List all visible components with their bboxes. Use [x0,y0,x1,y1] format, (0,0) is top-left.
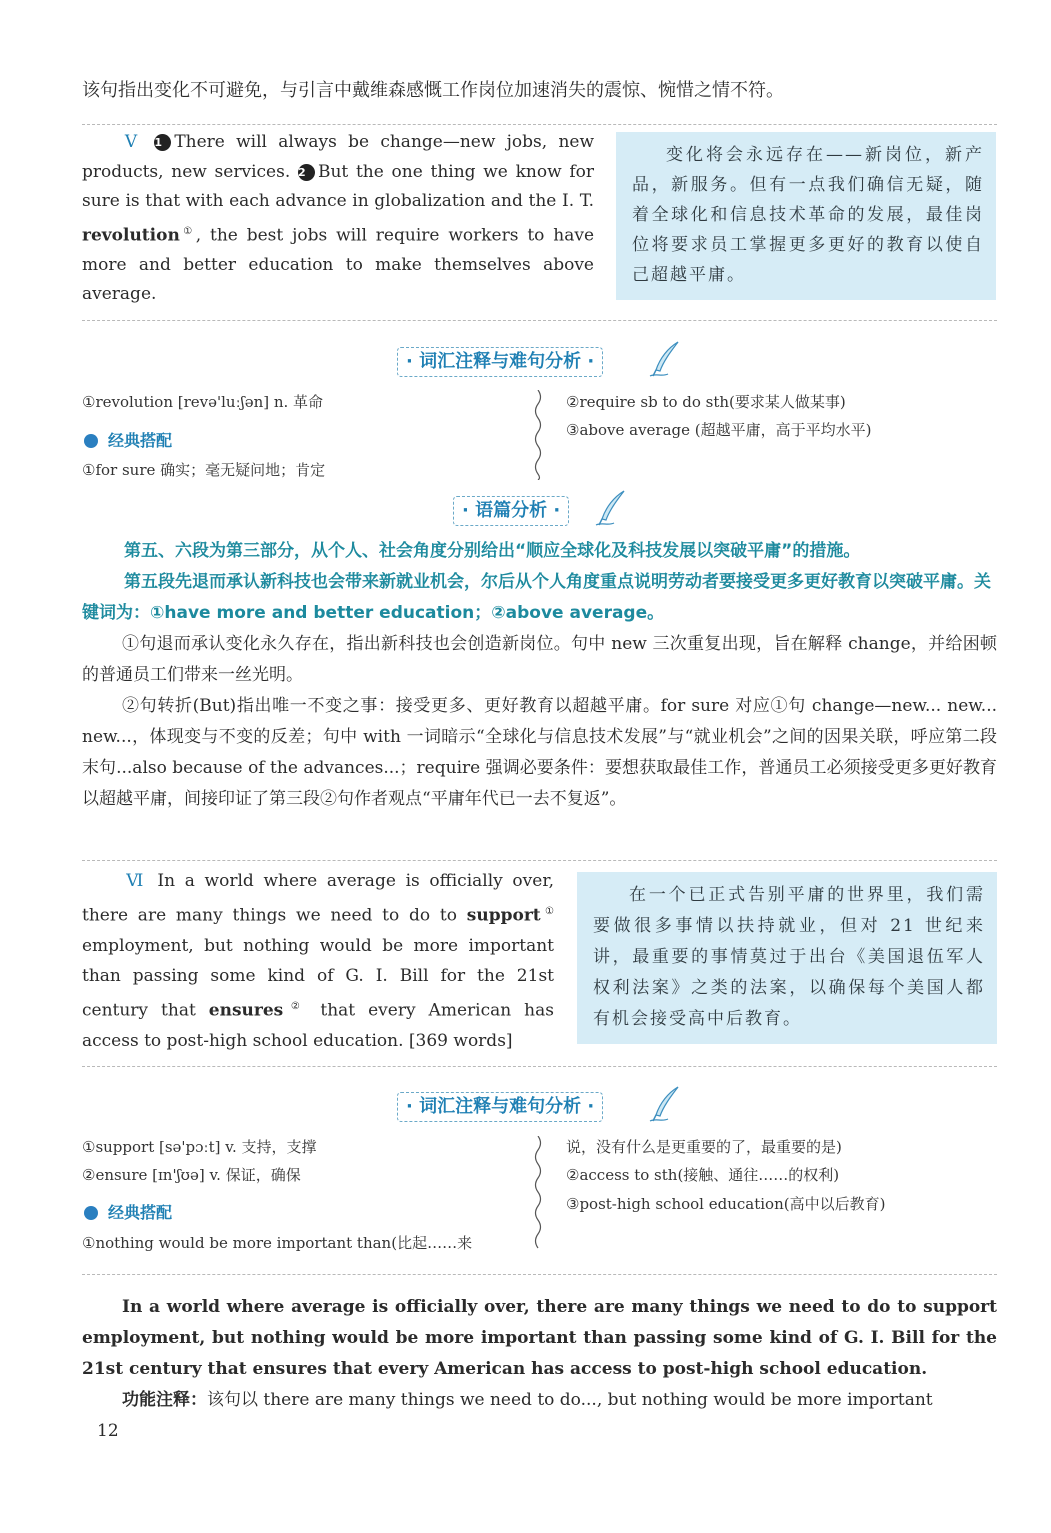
continuation-line: 该句指出变化不可避免，与引言中戴维森感慨工作岗位加速消失的震惊、惋惜之情不符。 [82,80,784,101]
keyword-ensures: ensures [208,1000,284,1021]
divider [82,1066,997,1067]
function-note-label: 功能注释： [122,1390,207,1410]
key-sentence: In a world where average is officially over, there are many things we need to do to support employment, but nothing would be more important than passing some kind of G. I. Bill for the 21st century that ensures that every American has access to post-high school education. [82,1297,997,1379]
divider [82,860,997,861]
sentence-2-part-b: , the best jobs will require workers to have more and better education to make themselves above average. [82,225,595,305]
note-ref: ① [179,225,196,237]
vocab-section-badge: · 词汇注释与难句分析 · [397,1092,603,1122]
quill-pen-icon [594,489,628,527]
collocation-label: 经典搭配 [108,431,173,450]
analysis-teal-1: 第五、六段为第三部分，从个人、社会角度分别给出“顺应全球化及科技发展以突破平庸”的措施。 [124,541,861,561]
analysis-section-badge: · 语篇分析 · [453,496,569,526]
paragraph-numeral: Ⅵ [122,871,148,891]
collocation-heading [84,428,172,451]
divider [82,1274,997,1275]
para6-text-c: that every American has access to post-high school education. [369 words] [82,1000,554,1051]
sentence-2-part-a: But the one thing we know for sure is that with each advance in globalization and the I. T. [82,161,595,211]
vocab-left-1: ①support [sə'pɔːt] v. 支持，支撑 [82,1138,317,1156]
sentence-1-marker: 1 [154,134,171,151]
divider [82,320,997,321]
squiggle-divider [532,390,544,480]
quill-pen-icon [648,340,682,378]
note-ref: ① [540,905,554,917]
paragraph-numeral: Ⅴ [119,132,144,152]
vocab-left-2: ②ensure [ɪn'ʃʊə] v. 保证，确保 [82,1166,301,1184]
vocab-left-3: ①nothing would be more important than(比起……来 [82,1234,473,1252]
bullet-dot-icon [84,1206,98,1220]
collocation-label: 经典搭配 [108,1203,173,1222]
paragraph-v-english [82,128,594,310]
divider [82,124,997,125]
function-note [82,1385,997,1416]
analysis-para-2: ②句转折(But)指出唯一不变之事：接受更多、更好教育以超越平庸。for sure 对应①句 change—new... new... new...，体现变与不变的反差；句中 with 一词暗示“全球化与信息技术发展”与“就业机会”之间的因果关联，呼应第二段末句...also because of the advances...；require 强调必要条件：要想获取最佳工作，普通员工必须接受更多更好教育以超越平庸，间接印证了第三段②句作者观点“平庸年代已一去不复返”。 [82,696,997,809]
vocab-right-3: ③post-high school education(高中以后教育) [566,1195,886,1213]
keyword-support: support [466,905,541,926]
analysis-para-1: ①句退而承认变化永久存在，指出新科技也会创造新岗位。句中 new 三次重复出现，旨在解释 change，并给困顿的普通员工们带来一丝光明。 [82,634,997,685]
para6-text-b: employment, but nothing would be more important than passing some kind of G. I. Bill for the 21st century that [82,935,554,1021]
analysis-teal-2: 第五段先退而承认新科技也会带来新就业机会，尔后从个人角度重点说明劳动者要接受更多更好教育以突破平庸。关键词为：①have more and better education；②above average。 [82,572,991,623]
vocab-right-1: ②require sb to do sth(要求某人做某事) [566,393,846,411]
bullet-dot-icon [84,434,98,448]
vocab-left-1: ①revolution [revə'luːʃən] n. 革命 [82,393,324,411]
squiggle-divider [532,1136,544,1251]
sentence-1: There will always be change—new jobs, new products, new services. [82,132,595,182]
paragraph-vi-translation: 在一个已正式告别平庸的世界里，我们需要做很多事情以扶持就业，但对 21 世纪来讲，最重要的事情莫过于出台《美国退伍军人权利法案》之类的法案，以确保每个美国人都有机会接受高中后教育。 [577,872,997,1044]
vocab-right-2: ③above average (超越平庸，高于平均水平) [566,421,872,439]
vocab-right-1: 说，没有什么是更重要的了，最重要的是) [566,1138,842,1156]
paragraph-v-translation: 变化将会永远存在——新岗位，新产品，新服务。但有一点我们确信无疑，随着全球化和信息技术革命的发展，最佳岗位将要求员工掌握更多更好的教育以使自己超越平庸。 [616,132,996,300]
para6-text-a: In a world where average is officially over, there are many things we need to do to [82,871,554,926]
page-number: 12 [97,1421,119,1441]
paragraph-vi-english [82,866,554,1056]
vocab-section-badge: · 词汇注释与难句分析 · [397,347,603,377]
quill-pen-icon [648,1085,682,1123]
function-note-text: 该句以 there are many things we need to do..., but nothing would be more important [207,1390,933,1410]
sentence-2-marker: 2 [298,164,315,181]
vocab-left-2: ①for sure 确实；毫无疑问地；肯定 [82,461,326,479]
note-ref: ② [283,1000,308,1012]
keyword-revolution: revolution [82,225,180,246]
collocation-heading [84,1200,172,1223]
vocab-right-2: ②access to sth(接触、通往……的权利) [566,1166,840,1184]
